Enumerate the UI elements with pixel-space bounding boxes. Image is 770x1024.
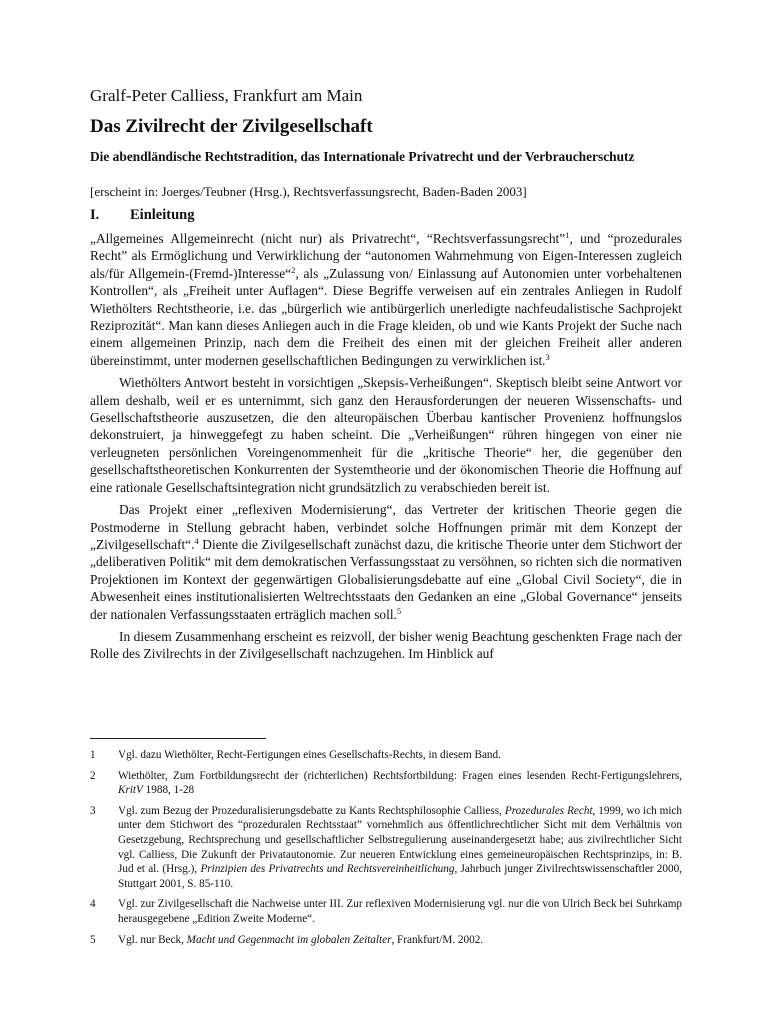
footnote-text-part: Vgl. zum Bezug der Prozeduralisierungsdebatte zu Kants Rechtsphilosophie Calliess, (118, 804, 505, 817)
paragraph-4: In diesem Zusammenhang erscheint es reizvoll, der bisher wenig Beachtung geschenkten Frage nach der Rolle des Zivilrechts in der Zivilgesellschaft nachzugehen. Im Hinblick auf (90, 628, 682, 662)
footnote-number: 4 (90, 898, 96, 911)
section-number: I. (90, 207, 100, 223)
footnote-ref-2[interactable]: 2 (291, 264, 296, 275)
footnote-text-part: , Frankfurt/M. 2002. (391, 933, 484, 946)
publication-note: [erscheint in: Joerges/Teubner (Hrsg.), Rechtsverfassungsrecht, Baden-Baden 2003] (90, 184, 527, 199)
footnote-text: Vgl. dazu Wiethölter, Recht-Fertigungen eines Gesellschafts-Rechts, in diesem Band. (118, 749, 501, 761)
footnote-2 (90, 769, 682, 798)
footnote-text (118, 769, 682, 798)
footnote-ref-1[interactable]: 1 (565, 230, 570, 240)
paper-subtitle: Die abendländische Rechtstradition, das Internationale Privatrecht und der Verbraucherschutz (90, 149, 635, 164)
footnote-text-part: 1988, 1-28 (142, 784, 195, 797)
footnote-text-part: , Jahrbuch junger Zivilrechtswissenschaftler 2000, Stuttgart 2001, S. 85-110. (118, 863, 682, 890)
footnote-number: 5 (90, 933, 96, 946)
footnote-number: 2 (90, 769, 96, 782)
footnote-5 (90, 933, 682, 948)
paragraph-1-part-3: , als „Zulassung von/ Einlassung auf Autonomien unter vorbehaltenen Kontrollen“, als „Freiheit unter Auflagen“. Diese Begriffe verweisen auf ein zentrales Anliegen in Rudolf Wiethölters Rechtstheorie, i.e. das „bürgerlich wie antibürgerlich unerledigte nachfeudalistische Sachprojekt Reziprozität“. Man kann dieses Anliegen auch in die Frage kleiden, ob und wie Kants Projekt der Suche nach einem allgemeinen Prinzip, nach dem die Freiheit des einen mit der gleichen Freiheit aller anderen übereinstimmt, unter modernen gesellschaftlichen Bedingungen zu verwirklichen ist. (90, 265, 683, 368)
paragraph-3 (90, 501, 682, 623)
author-line: Gralf-Peter Calliess, Frankfurt am Main (90, 86, 363, 105)
paragraph-1-part-2: , und “prozedurales Recht” als Ermöglichung und Verwirklichung der “autonomen Wahrnehmung von Eigen-Interessen zugleich als/für Allgemein-(Fremd-)Interesse“ (90, 231, 682, 281)
footnote-text (118, 933, 682, 948)
footnote-separator (90, 738, 266, 739)
footnote-ref-5[interactable]: 5 (396, 605, 402, 616)
body-text (90, 230, 682, 663)
footnote-text-part: Wiethölter, Zum Fortbildungsrecht der (richterlichen) Rechtsfortbildung: Fragen eines lesenden Recht-Fertigungslehrers, (118, 769, 682, 782)
footnote-book-title: Prozedurales Recht (504, 804, 593, 817)
footnote-book-title: Prinzipien des Privatrechts und Rechtsvereinheitlichung (200, 863, 455, 876)
footnote-4 (90, 897, 682, 926)
paragraph-1-part-1: „Allgemeines Allgemeinrecht (nicht nur) als Privatrecht“, “Rechtsverfassungsrecht” (90, 231, 566, 246)
footnote-journal: KritV (118, 784, 143, 797)
paragraph-1 (90, 230, 682, 369)
footnote-text (118, 804, 682, 892)
paragraph-2: Wiethölters Antwort besteht in vorsichtigen „Skepsis-Verheißungen“. Skeptisch bleibt seine Antwort vor allem deshalb, weil er es unternimmt, sich ganz den Herausforderungen der neueren Wissenschafts- und Gesellschaftstheorie auszusetzen, die den alteuropäischen Überbau kantischer Provenienz hoffnungslos dekonstruiert, ja hinweggefegt zu haben scheint. Die „Verheißungen“ rühren hingegen von einer nie verleugneten persönlichen Voreingenommenheit für die „kritische Theorie“ her, die gegenüber den gesellschaftstheoretischen Konkurrenten der Systemtheorie und der ökonomischen Theorie die Hoffnung auf eine rationale Gesellschaftsintegration nicht grundsätzlich zu verabschieden bereit ist. (90, 375, 682, 495)
footnote-text-part: Vgl. nur Beck, (118, 933, 187, 946)
paper-title: Das Zivilrecht der Zivilgesellschaft (90, 116, 373, 137)
footnote-number: 3 (90, 804, 96, 817)
footnote-ref-4[interactable]: 4 (194, 535, 199, 546)
footnote-1 (90, 748, 682, 763)
footnote-ref-3[interactable]: 3 (545, 351, 550, 362)
footnote-text: Vgl. zur Zivilgesellschaft die Nachweise unter III. Zur reflexiven Modernisierung vgl. nur die von Ulrich Beck bei Suhrkamp herausgegebene „Edition Zweite Moderne“. (118, 898, 682, 925)
footnote-number: 1 (90, 749, 96, 761)
section-title: Einleitung (130, 207, 195, 223)
paragraph-3-part-1: Das Projekt einer „reflexiven Modernisierung“, das Vertreter der kritischen Theorie gegen die Postmoderne in Stellung gebracht haben, verbindet solche Hoffnungen primär mit dem Konzept der „Zivilgesellschaft“. (90, 502, 682, 552)
footnote-book-title: Macht und Gegenmacht im globalen Zeitalter (186, 933, 392, 946)
footnotes (90, 748, 682, 953)
footnote-text-part: , 1999, wo ich mich unter dem Stichwort des “prozeduralen Rechtsstaat” vornehmlich aus öffentlichrechtlicher Sicht mit dem Verhältnis von Gesetzgebung, Rechtsprechung und gesellschaftlicher Selbstregulierung auseinandergesetzt habe; aus zivilrechtlicher Sicht vgl. Calliess, Die Zukunft der Privatautonomie. Zur neueren Entwicklung eines gemeineuropäischen Rechtsprinzips, in: B. Jud et al. (Hrsg.), (118, 804, 682, 876)
footnote-3 (90, 804, 682, 892)
section-heading (90, 207, 194, 224)
paragraph-3-part-2: Diente die Zivilgesellschaft zunächst dazu, die kritische Theorie unter dem Stichwort der „deliberativen Politik“ mit dem demokratischen Verfassungsstaat zu versöhnen, so richten sich die normativen Projektionen im Kontext der gegenwärtigen Globalisierungsdebatte auf eine „Global Civil Society“, die in Abwesenheit eines institutionalisierten Weltrechtsstaats den Gedanken an eine „Global Governance“ jenseits der nationalen Verfassungsstaaten erträglich machen soll. (90, 536, 682, 622)
